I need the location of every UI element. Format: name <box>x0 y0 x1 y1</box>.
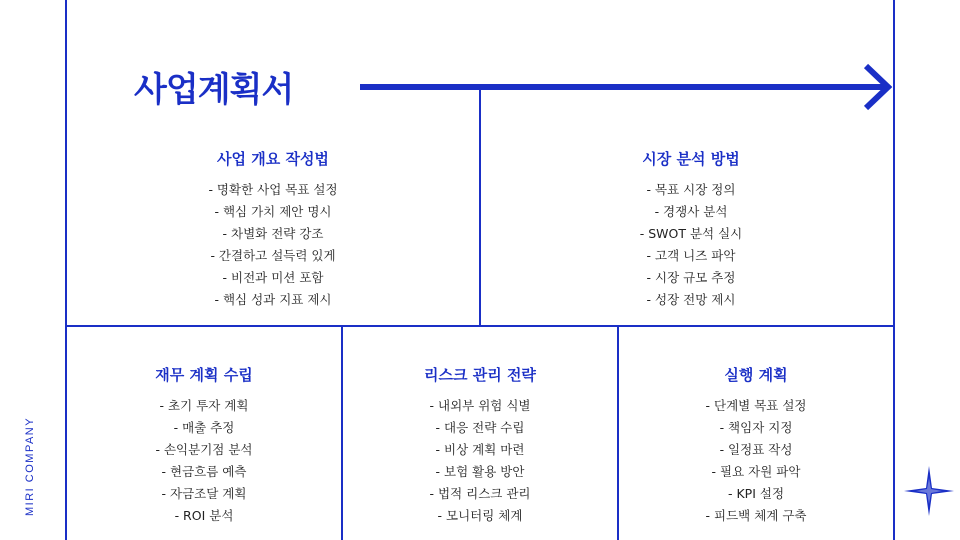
list-item: - 비상 계획 마련 <box>435 442 525 457</box>
section-business-overview <box>160 148 386 311</box>
section-market-analysis <box>578 148 804 311</box>
list-item: - 손익분기점 분석 <box>155 442 253 457</box>
list-item: - 내외부 위험 식별 <box>429 398 531 413</box>
item-list <box>160 179 386 311</box>
list-item: - 일정표 작성 <box>719 442 793 457</box>
list-item: - 차별화 전략 강조 <box>222 226 324 241</box>
list-item: - 자금조달 계획 <box>161 486 247 501</box>
list-item: - 핵심 성과 지표 제시 <box>214 292 332 307</box>
brand-label: MIRI COMPANY <box>24 416 36 516</box>
list-item: - 명확한 사업 목표 설정 <box>208 182 338 197</box>
item-list <box>367 395 593 527</box>
list-item: - 초기 투자 계획 <box>159 398 249 413</box>
left-border-line <box>65 0 67 540</box>
list-item: - 법적 리스크 관리 <box>429 486 531 501</box>
list-item: - 매출 추정 <box>173 420 235 435</box>
list-item: - ROI 분석 <box>174 508 234 523</box>
arrow-right-icon <box>360 62 896 112</box>
bottom-divider-line-2 <box>617 325 619 540</box>
list-item: - 대응 전략 수립 <box>435 420 525 435</box>
list-item: - SWOT 분석 실시 <box>639 226 743 241</box>
list-item: - 성장 전망 제시 <box>646 292 736 307</box>
section-heading: 시장 분석 방법 <box>642 150 740 168</box>
list-item: - 단계별 목표 설정 <box>705 398 807 413</box>
list-item: - 피드백 체계 구축 <box>705 508 807 523</box>
bottom-divider-line-1 <box>341 325 343 540</box>
section-execution-plan <box>643 364 869 527</box>
list-item: - 책임자 지정 <box>719 420 793 435</box>
list-item: - 고객 니즈 파악 <box>646 248 736 263</box>
list-item: - 경쟁사 분석 <box>654 204 728 219</box>
section-heading: 사업 개요 작성법 <box>217 150 329 168</box>
list-item: - 모니터링 체계 <box>437 508 523 523</box>
list-item: - 시장 규모 추정 <box>646 270 736 285</box>
list-item: - 비전과 미션 포함 <box>222 270 324 285</box>
page-title: 사업계획서 <box>134 70 294 110</box>
top-divider-line <box>479 86 481 326</box>
list-item: - 목표 시장 정의 <box>646 182 736 197</box>
list-item: - 핵심 가치 제안 명시 <box>214 204 332 219</box>
section-heading: 재무 계획 수립 <box>155 366 253 384</box>
list-item: - 보험 활용 방안 <box>435 464 525 479</box>
item-list <box>91 395 317 527</box>
section-heading: 리스크 관리 전략 <box>424 366 536 384</box>
item-list <box>643 395 869 527</box>
list-item: - 필요 자원 파악 <box>711 464 801 479</box>
sparkle-star-icon <box>904 466 954 516</box>
section-risk-management <box>367 364 593 527</box>
list-item: - KPI 설정 <box>727 486 785 501</box>
section-heading: 실행 계획 <box>724 366 788 384</box>
list-item: - 현금흐름 예측 <box>161 464 247 479</box>
list-item: - 간결하고 설득력 있게 <box>210 248 336 263</box>
middle-divider-line <box>65 325 895 327</box>
item-list <box>578 179 804 311</box>
section-financial-plan <box>91 364 317 527</box>
